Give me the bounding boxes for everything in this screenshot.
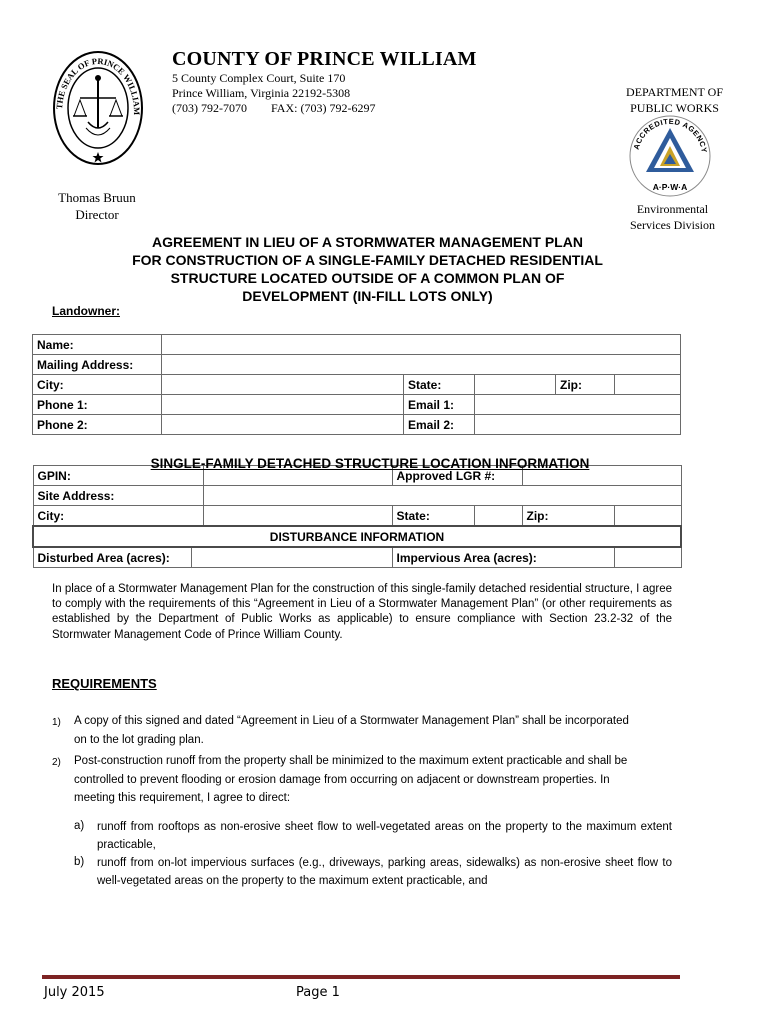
disturbed-area-label: Disturbed Area (acres):	[33, 547, 191, 568]
city-field[interactable]	[162, 375, 404, 395]
title-line-3: STRUCTURE LOCATED OUTSIDE OF A COMMON PLAN OF	[170, 270, 565, 286]
requirement-1-number: 1)	[52, 717, 61, 728]
table-row	[33, 547, 681, 568]
impervious-area-field[interactable]	[614, 547, 681, 568]
footer-rule	[42, 975, 680, 979]
landowner-table	[32, 334, 681, 435]
table-row	[33, 526, 681, 547]
title-line-1: AGREEMENT IN LIEU OF A STORMWATER MANAGEMENT PLAN	[152, 234, 583, 250]
impervious-area-label: Impervious Area (acres):	[392, 547, 614, 568]
disturbance-heading: DISTURBANCE INFORMATION	[33, 526, 681, 547]
department-name	[626, 84, 723, 116]
email-2-field[interactable]	[475, 415, 681, 435]
phone-2-label: Phone 2:	[33, 415, 162, 435]
table-row	[33, 355, 681, 375]
address-line-2: Prince William, Virginia 22192-5308	[172, 86, 351, 100]
location-city-label: City:	[33, 506, 203, 527]
title-line-4: DEVELOPMENT (IN-FILL LOTS ONLY)	[242, 288, 493, 304]
director-title: Director	[75, 207, 119, 222]
city-label: City:	[33, 375, 162, 395]
fax-number: FAX: (703) 792-6297	[271, 101, 376, 115]
apwa-accreditation-logo-icon	[628, 114, 712, 198]
subitem-a-letter: a)	[74, 820, 85, 832]
state-label: State:	[404, 375, 475, 395]
division-line-2: Services Division	[630, 218, 715, 232]
division-line-1: Environmental	[636, 202, 709, 216]
subitem-b-letter: b)	[74, 856, 85, 868]
phone-2-field[interactable]	[162, 415, 404, 435]
county-title: COUNTY OF PRINCE WILLIAM	[172, 48, 477, 70]
site-address-label: Site Address:	[33, 486, 203, 506]
subitem-b-text: runoff from on-lot impervious surfaces (e.g., driveways, parking areas, sidewalks) as non-erosive sheet flow to well-vegetated areas on the property to the maximum extent practicable, and	[97, 857, 672, 887]
location-zip-label: Zip:	[522, 506, 614, 527]
name-field[interactable]	[162, 335, 681, 355]
location-section-heading: SINGLE-FAMILY DETACHED STRUCTURE LOCATION INFORMATION	[150, 456, 590, 471]
site-address-field[interactable]	[203, 486, 681, 506]
phone-1-label: Phone 1:	[33, 395, 162, 415]
requirement-2-number: 2)	[52, 757, 61, 768]
approved-lgr-label: Approved LGR #:	[392, 466, 522, 486]
apwa-letters: A·P·W·A	[652, 182, 688, 192]
table-row	[33, 506, 681, 527]
table-row	[33, 375, 681, 395]
department-line-1: DEPARTMENT OF	[626, 85, 723, 99]
name-label: Name:	[33, 335, 162, 355]
email-1-field[interactable]	[475, 395, 681, 415]
table-row	[33, 335, 681, 355]
director-block	[40, 189, 154, 223]
landowner-section-label: Landowner:	[52, 304, 120, 318]
disturbed-area-field[interactable]	[191, 547, 392, 568]
email-1-label: Email 1:	[404, 395, 475, 415]
footer-date: July 2015	[44, 985, 105, 1000]
phone-1-field[interactable]	[162, 395, 404, 415]
requirements-heading: REQUIREMENTS	[52, 676, 157, 691]
location-table	[32, 465, 682, 568]
mailing-address-label: Mailing Address:	[33, 355, 162, 375]
mailing-address-field[interactable]	[162, 355, 681, 375]
state-field[interactable]	[475, 375, 556, 395]
email-2-label: Email 2:	[404, 415, 475, 435]
table-row	[33, 395, 681, 415]
department-line-2: PUBLIC WORKS	[630, 101, 719, 115]
seal-text: THE SEAL OF PRINCE WILLIAM	[54, 55, 143, 116]
gpin-label: GPIN:	[33, 466, 203, 486]
location-city-field[interactable]	[203, 506, 392, 527]
intro-paragraph: In place of a Stormwater Management Plan for the construction of this single-family detached residential structure, I agree to comply with the requirements of this “Agreement in Lieu of a Stormwater Management Plan” (or other requirements as established by the Department of Public Works as applicable) to ensure compliance with Section 23.2-32 of the Stormwater Management Code of Prince William County.	[52, 583, 672, 641]
address-line-1: 5 County Complex Court, Suite 170	[172, 71, 346, 85]
location-state-field[interactable]	[474, 506, 522, 527]
zip-label: Zip:	[556, 375, 615, 395]
subitem-a-text: runoff from rooftops as non-erosive sheet flow to well-vegetated areas on the property to the maximum extent practicable,	[97, 821, 672, 851]
division-name	[630, 201, 715, 233]
table-row	[33, 415, 681, 435]
director-name: Thomas Bruun	[58, 190, 136, 205]
table-row	[33, 486, 681, 506]
phone-fax-line	[172, 101, 375, 116]
location-zip-field[interactable]	[614, 506, 681, 527]
title-line-2: FOR CONSTRUCTION OF A SINGLE-FAMILY DETACHED RESIDENTIAL	[132, 252, 603, 268]
apwa-arc-text: ACCREDITED AGENCY	[631, 116, 709, 154]
footer-page-number: Page 1	[296, 985, 340, 1000]
phone-number: (703) 792-7070	[172, 101, 247, 115]
document-title	[90, 233, 645, 305]
zip-field[interactable]	[615, 375, 681, 395]
requirement-1-text: A copy of this signed and dated “Agreement in Lieu of a Stormwater Management Plan” shall be incorporated on to the lot grading plan.	[74, 715, 629, 746]
county-seal-icon	[52, 50, 144, 170]
location-state-label: State:	[392, 506, 474, 527]
requirement-2-text: Post-construction runoff from the property shall be minimized to the maximum extent practicable and shall be controlled to prevent flooding or erosion damage from occurring on adjacent or downstream properties. In meeting this requirement, I agree to direct:	[74, 755, 628, 804]
